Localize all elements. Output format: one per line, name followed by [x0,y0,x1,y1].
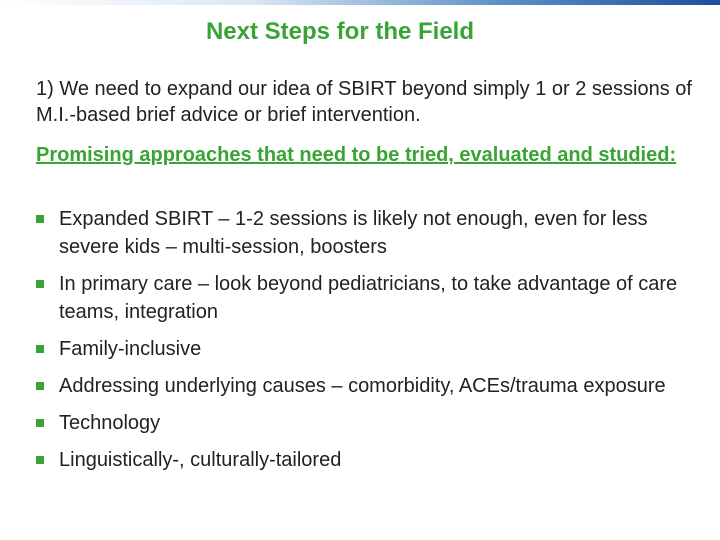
intro-paragraph: 1) We need to expand our idea of SBIRT beyond simply 1 or 2 sessions of M.I.-based brief advice or brief intervention. [36,78,692,126]
top-accent-bar [0,0,720,5]
bullet-item [36,335,696,363]
bullet-item [36,446,696,474]
bullet-item [36,372,696,400]
bullet-text: In primary care – look beyond pediatricians, to take advantage of care teams, integration [59,273,678,323]
slide-title: Next Steps for the Field [205,18,475,45]
bullet-text: Family-inclusive [59,338,202,360]
bullet-item [36,270,696,326]
bullet-text: Linguistically-, culturally-tailored [59,449,342,471]
bullet-item [36,205,696,261]
square-bullet-icon [36,419,44,427]
bullet-text: Expanded SBIRT – 1-2 sessions is likely not enough, even for less severe kids – multi-session, boosters [59,208,648,258]
square-bullet-icon [36,280,44,288]
bullet-list [36,205,696,483]
bullet-text: Addressing underlying causes – comorbidity, ACEs/trauma exposure [59,375,666,397]
section-subheading: Promising approaches that need to be tried, evaluated and studied: [36,144,677,166]
square-bullet-icon [36,215,44,223]
bullet-text: Technology [59,412,161,434]
bullet-item [36,409,696,437]
square-bullet-icon [36,345,44,353]
square-bullet-icon [36,456,44,464]
square-bullet-icon [36,382,44,390]
